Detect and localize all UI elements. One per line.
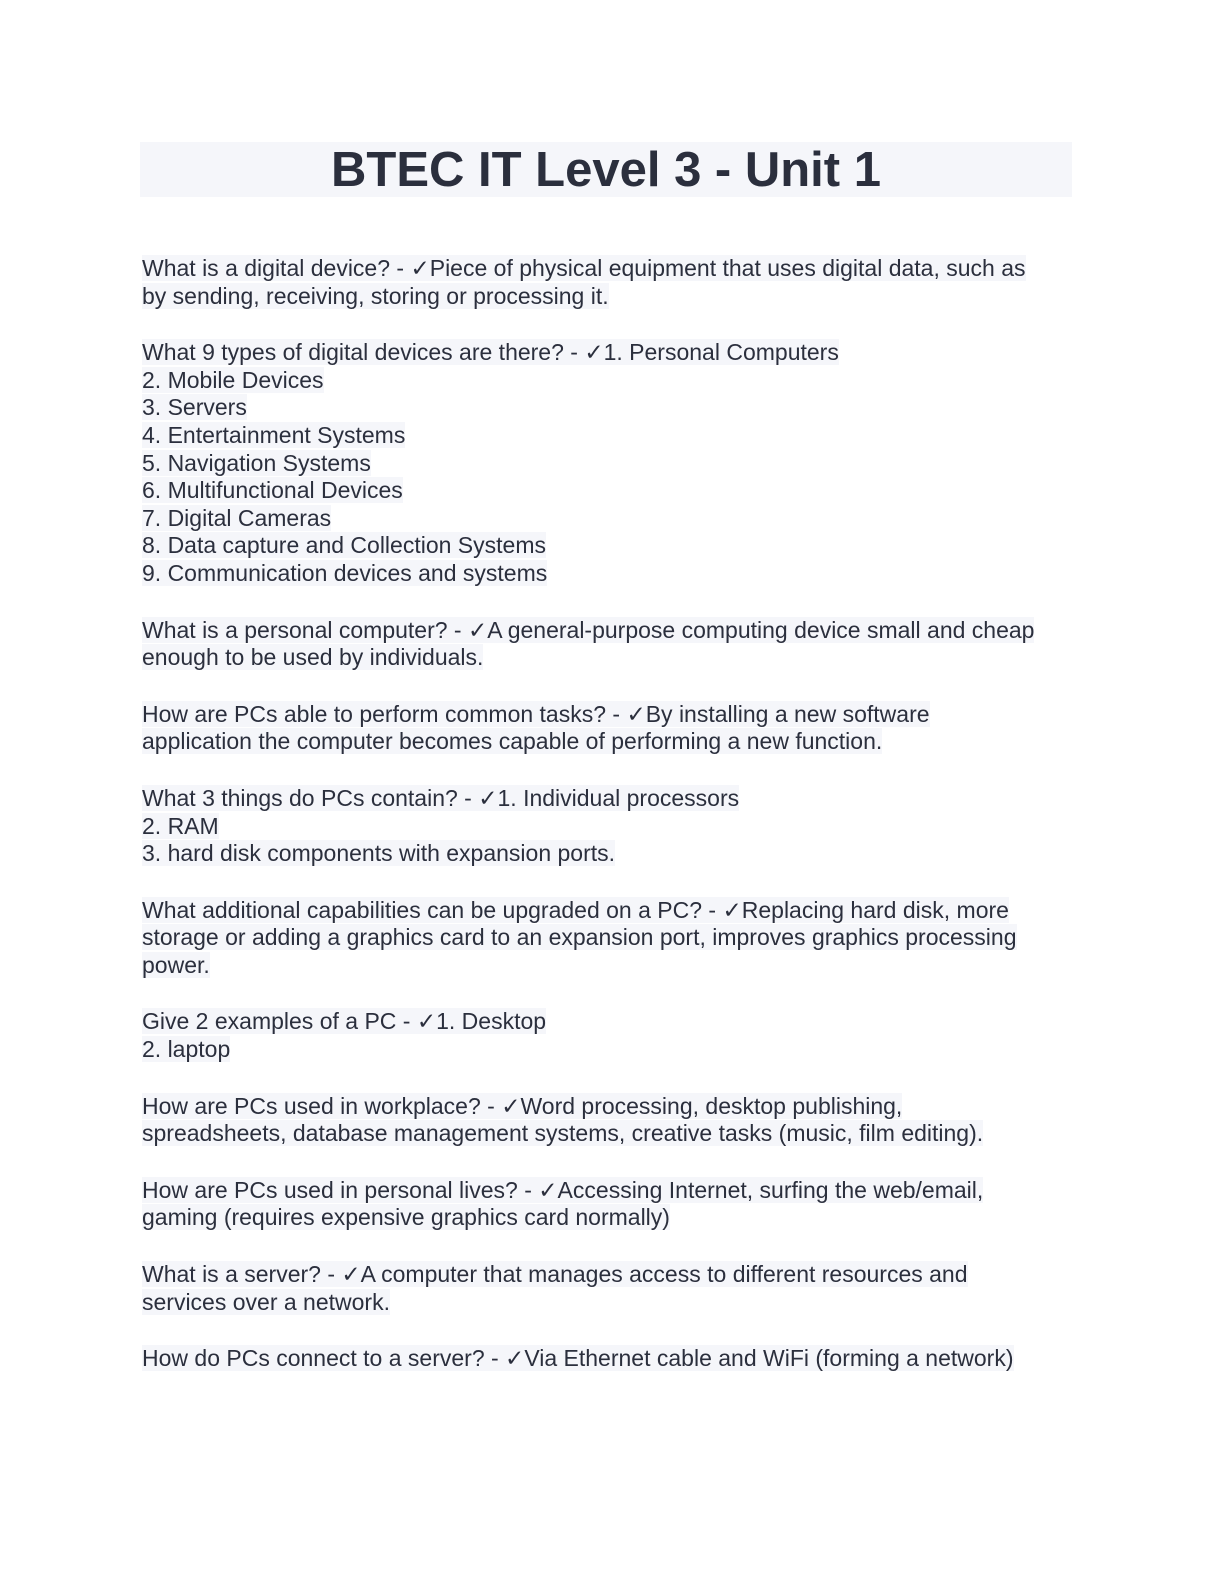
flashcard-line: How are PCs able to perform common tasks? - ✓By installing a new software (142, 700, 930, 727)
flashcard (142, 897, 1082, 980)
flashcard-line: How are PCs used in workplace? - ✓Word processing, desktop publishing, (142, 1092, 903, 1119)
flashcard-line: 4. Entertainment Systems (142, 421, 406, 448)
flashcard (142, 1093, 1082, 1148)
flashcard-line: 7. Digital Cameras (142, 504, 332, 531)
flashcard-line: 6. Multifunctional Devices (142, 477, 403, 504)
flashcard-line: storage or adding a graphics card to an expansion port, improves graphics processing (142, 924, 1017, 951)
flashcard-line: by sending, receiving, storing or processing it. (142, 282, 609, 309)
flashcard-line: Give 2 examples of a PC - ✓1. Desktop (142, 1008, 547, 1035)
flashcard-line: 5. Navigation Systems (142, 449, 371, 476)
flashcard-line: power. (142, 951, 210, 978)
flashcard-line: What is a server? - ✓A computer that manages access to different resources and (142, 1261, 968, 1288)
flashcard-line: services over a network. (142, 1288, 390, 1315)
flashcard-line: 9. Communication devices and systems (142, 559, 548, 586)
flashcard-line: application the computer becomes capable of performing a new function. (142, 728, 883, 755)
flashcard (142, 1177, 1082, 1232)
flashcard (142, 785, 1082, 868)
flashcard-list (142, 255, 1082, 1402)
flashcard-line: spreadsheets, database management systems, creative tasks (music, film editing). (142, 1120, 984, 1147)
flashcard (142, 255, 1082, 310)
flashcard-line: 8. Data capture and Collection Systems (142, 532, 546, 559)
flashcard-line: 3. Servers (142, 394, 247, 421)
flashcard-line: 3. hard disk components with expansion ports. (142, 840, 616, 867)
flashcard-line: What additional capabilities can be upgraded on a PC? - ✓Replacing hard disk, more (142, 896, 1009, 923)
flashcard (142, 1261, 1082, 1316)
flashcard (142, 1345, 1082, 1373)
flashcard-line: What is a digital device? - ✓Piece of physical equipment that uses digital data, such as (142, 255, 1026, 281)
flashcard (142, 1008, 1082, 1063)
flashcard (142, 339, 1082, 587)
page-title: BTEC IT Level 3 - Unit 1 (331, 143, 881, 197)
flashcard-line: 2. laptop (142, 1036, 231, 1063)
flashcard-line: What is a personal computer? - ✓A general-purpose computing device small and cheap (142, 616, 1035, 643)
flashcard-line: How are PCs used in personal lives? - ✓Accessing Internet, surfing the web/email, (142, 1176, 984, 1203)
title-banner (140, 142, 1072, 197)
flashcard-line: gaming (requires expensive graphics card normally) (142, 1204, 670, 1231)
flashcard-line: enough to be used by individuals. (142, 644, 484, 671)
flashcard-line: How do PCs connect to a server? - ✓Via Ethernet cable and WiFi (forming a network) (142, 1345, 1014, 1372)
flashcard-line: 2. RAM (142, 812, 219, 839)
flashcard-line: 2. Mobile Devices (142, 366, 324, 393)
flashcard-line: What 9 types of digital devices are there? - ✓1. Personal Computers (142, 339, 839, 366)
flashcard-line: What 3 things do PCs contain? - ✓1. Individual processors (142, 784, 740, 811)
flashcard (142, 701, 1082, 756)
flashcard (142, 617, 1082, 672)
